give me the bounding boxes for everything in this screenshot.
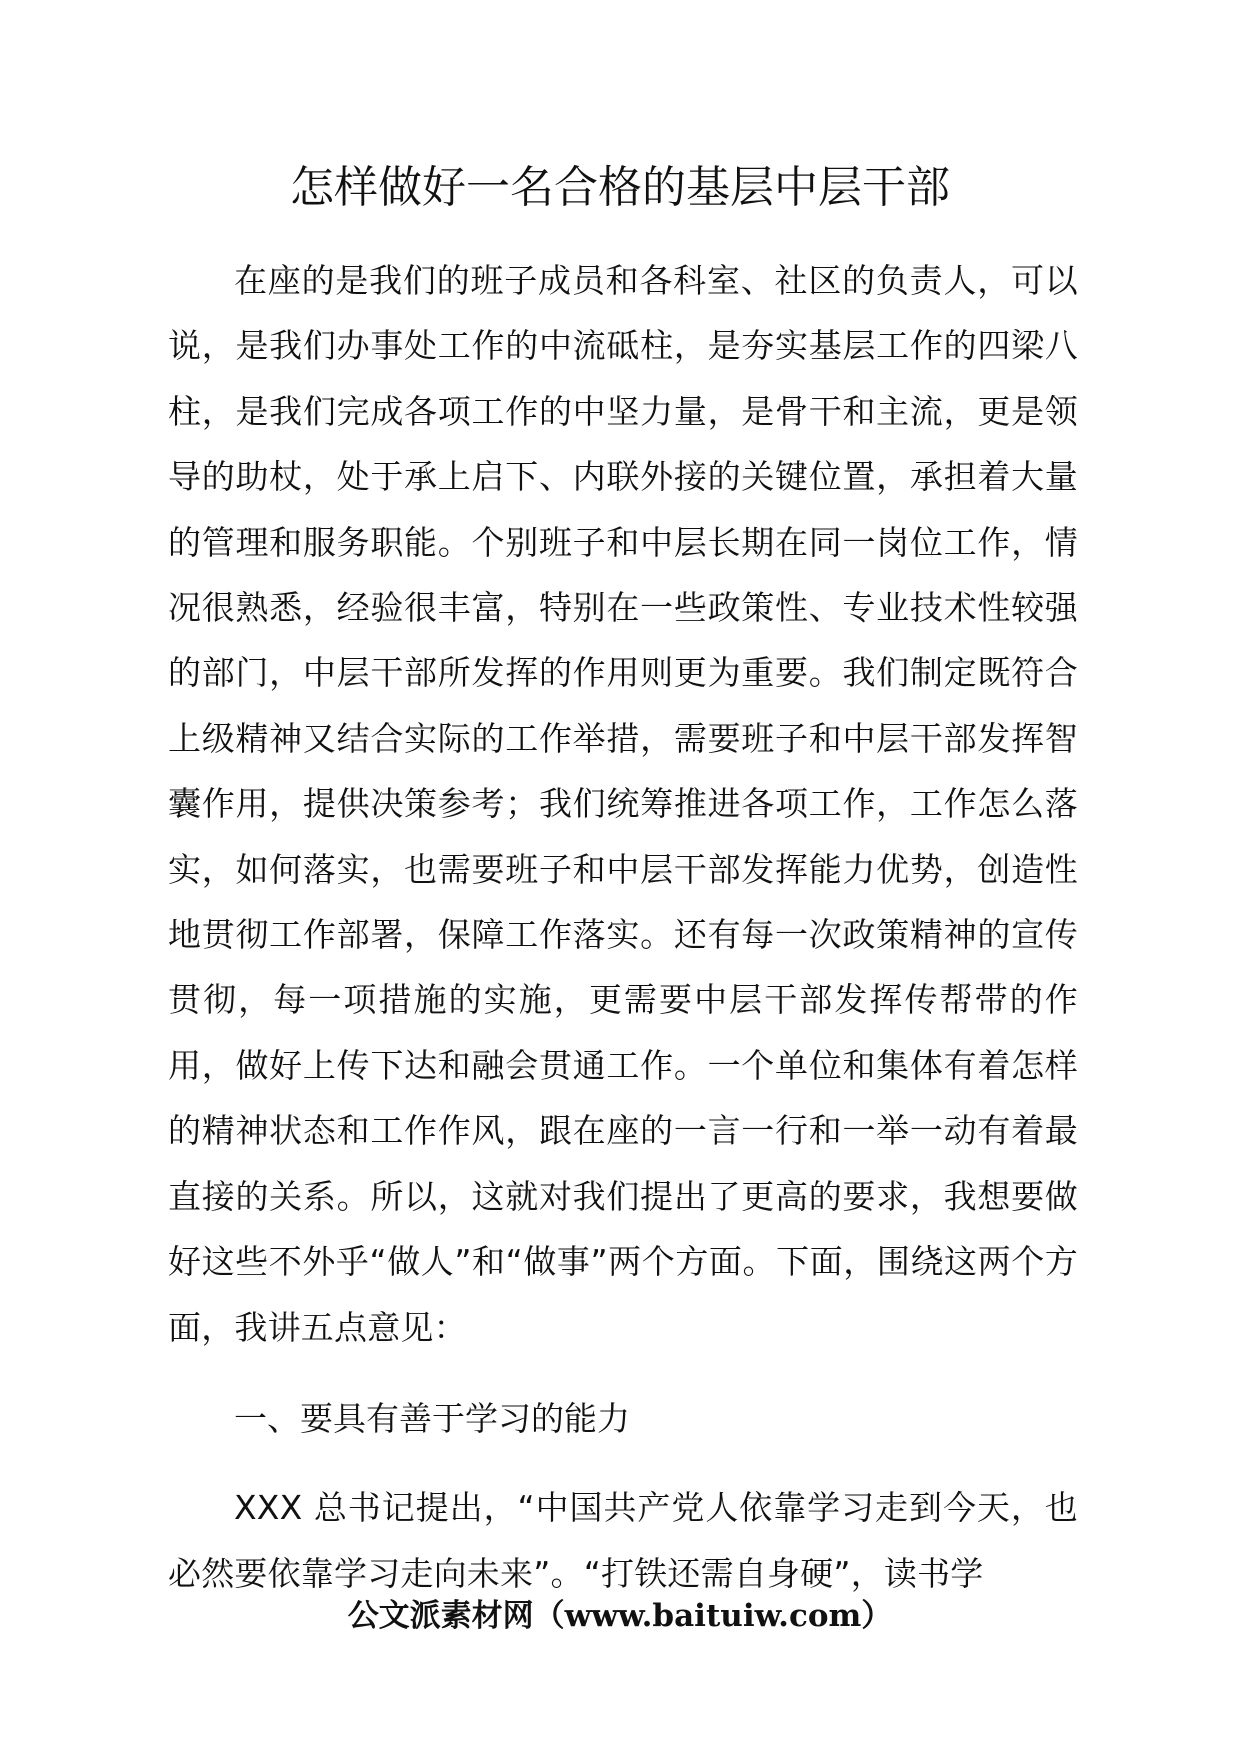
section-heading: 一、要具有善于学习的能力 — [234, 1398, 630, 1438]
footer-watermark: 公文派素材网（www.baituiw.com） — [347, 1598, 893, 1634]
document-body — [168, 248, 1078, 1606]
section-paragraph: XXX 总书记提出，“中国共产党人依靠学习走到今天，也必然要依靠学习走向未来”。“打铁还需自身硬”，读书学 — [168, 1488, 1078, 1593]
document-title: 怎样做好一名合格的基层中层干部 — [290, 162, 950, 213]
intro-paragraph: 在座的是我们的班子成员和各科室、社区的负责人，可以说，是我们办事处工作的中流砥柱，是夯实基层工作的四梁八柱，是我们完成各项工作的中坚力量，是骨干和主流，更是领导的助杖，处于承上启下、内联外接的关键位置，承担着大量的管理和服务职能。个别班子和中层长期在同一岗位工作，情况很熟悉，经验很丰富，特别在一些政策性、专业技术性较强的部门，中层干部所发挥的作用则更为重要。我们制定既符合上级精神又结合实际的工作举措，需要班子和中层干部发挥智囊作用，提供决策参考；我们统筹推进各项工作，工作怎么落实，如何落实，也需要班子和中层干部发挥能力优势，创造性地贯彻工作部署，保障工作落实。还有每一次政策精神的宣传贯彻，每一项措施的实施，更需要中层干部发挥传帮带的作用，做好上传下达和融会贯通工作。一个单位和集体有着怎样的精神状态和工作作风，跟在座的一言一行和一举一动有着最直接的关系。所以，这就对我们提出了更高的要求，我想要做好这些不外乎“做人”和“做事”两个方面。下面，围绕这两个方面，我讲五点意见： — [168, 261, 1078, 1347]
